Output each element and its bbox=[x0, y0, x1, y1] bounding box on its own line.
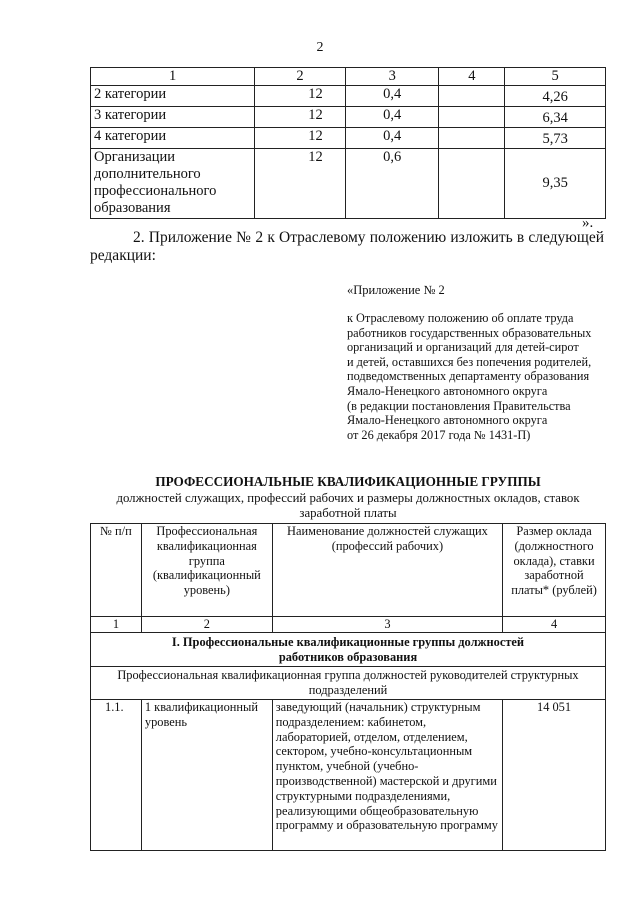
value-cell bbox=[439, 149, 505, 219]
section-subtitle: должностей служащих, профессий рабочих и размеры должностных окладов, ставок заработной платы bbox=[116, 491, 580, 520]
column-number: 4 bbox=[503, 617, 606, 633]
table-row bbox=[91, 86, 606, 107]
header-cell: 1 bbox=[91, 68, 255, 86]
value-cell: 4,26 bbox=[505, 86, 606, 107]
column-number: 2 bbox=[141, 617, 272, 633]
closing-quote: ». bbox=[582, 215, 594, 231]
amendment-paragraph: 2. Приложение № 2 к Отраслевому положению изложить в следующей редакции: bbox=[90, 229, 604, 264]
value-cell: 0,4 bbox=[345, 128, 439, 149]
table-row bbox=[91, 128, 606, 149]
header-num: № п/п bbox=[91, 524, 142, 617]
value-cell: 12 bbox=[255, 86, 346, 107]
table-row bbox=[91, 149, 606, 219]
table-header-row bbox=[91, 524, 606, 617]
appendix-title: «Приложение № 2 bbox=[347, 283, 445, 297]
value-cell: 0,4 bbox=[345, 107, 439, 128]
coefficients-table bbox=[90, 67, 606, 219]
value-cell: 0,6 bbox=[345, 149, 439, 219]
section-title: ПРОФЕССИОНАЛЬНЫЕ КВАЛИФИКАЦИОННЫЕ ГРУППЫ bbox=[155, 474, 541, 489]
category-cell: 3 категории bbox=[91, 107, 255, 128]
value-cell: 9,35 bbox=[505, 149, 606, 219]
appendix-reference: к Отраслевому положению об оплате труда работников государственных образовательных организаций и организаций для детей-сирот и детей, оставшихся без попечения родителей, подведомственных департаменту образования Ямало-Ненецкого автономного округа (в редакции постановления Правительства Ямало-Ненецкого автономного округа от 26 декабря 2017 года № 1431-П) bbox=[347, 311, 592, 442]
row-number: 1.1. bbox=[91, 699, 142, 850]
value-cell bbox=[439, 86, 505, 107]
row-amount: 14 051 bbox=[503, 699, 606, 850]
section-row bbox=[91, 632, 606, 667]
qualification-groups-table bbox=[90, 523, 606, 851]
header-salary: Размер оклада (должностного оклада), ставки заработной платы* (рублей) bbox=[503, 524, 606, 617]
header-cell: 5 bbox=[505, 68, 606, 86]
table-row bbox=[91, 699, 606, 850]
subsection-heading: Профессиональная квалификационная группа должностей руководителей структурных подразделений bbox=[91, 667, 606, 700]
page-number: 2 bbox=[316, 40, 324, 55]
value-cell bbox=[439, 107, 505, 128]
category-cell: 4 категории bbox=[91, 128, 255, 149]
header-position: Наименование должностей служащих (профессий рабочих) bbox=[272, 524, 502, 617]
table-row bbox=[91, 107, 606, 128]
header-cell: 2 bbox=[255, 68, 346, 86]
column-number: 3 bbox=[272, 617, 502, 633]
column-number: 1 bbox=[91, 617, 142, 633]
column-numbers-row bbox=[91, 617, 606, 633]
value-cell: 12 bbox=[255, 107, 346, 128]
section-heading: I. Профессиональные квалификационные группы должностей работников образования bbox=[91, 632, 606, 667]
value-cell: 12 bbox=[255, 128, 346, 149]
row-level: 1 квалификационный уровень bbox=[141, 699, 272, 850]
value-cell: 12 bbox=[255, 149, 346, 219]
value-cell: 6,34 bbox=[505, 107, 606, 128]
value-cell bbox=[439, 128, 505, 149]
table-header-row bbox=[91, 68, 606, 86]
category-cell: Организации дополнительного профессионального образования bbox=[91, 149, 255, 219]
value-cell: 5,73 bbox=[505, 128, 606, 149]
value-cell: 0,4 bbox=[345, 86, 439, 107]
category-cell: 2 категории bbox=[91, 86, 255, 107]
row-description: заведующий (начальник) структурным подразделением: кабинетом, лабораторией, отделом, отделением, сектором, учебно-консультационным пунктом, учебной (учебно-производственной) мастерской и другими структурными подразделениями, реализующими общеобразовательную программу и образовательную программу bbox=[272, 699, 502, 850]
header-cell: 3 bbox=[345, 68, 439, 86]
subsection-row bbox=[91, 667, 606, 700]
header-cell: 4 bbox=[439, 68, 505, 86]
header-group: Профессиональная квалификационная группа (квалификационный уровень) bbox=[141, 524, 272, 617]
